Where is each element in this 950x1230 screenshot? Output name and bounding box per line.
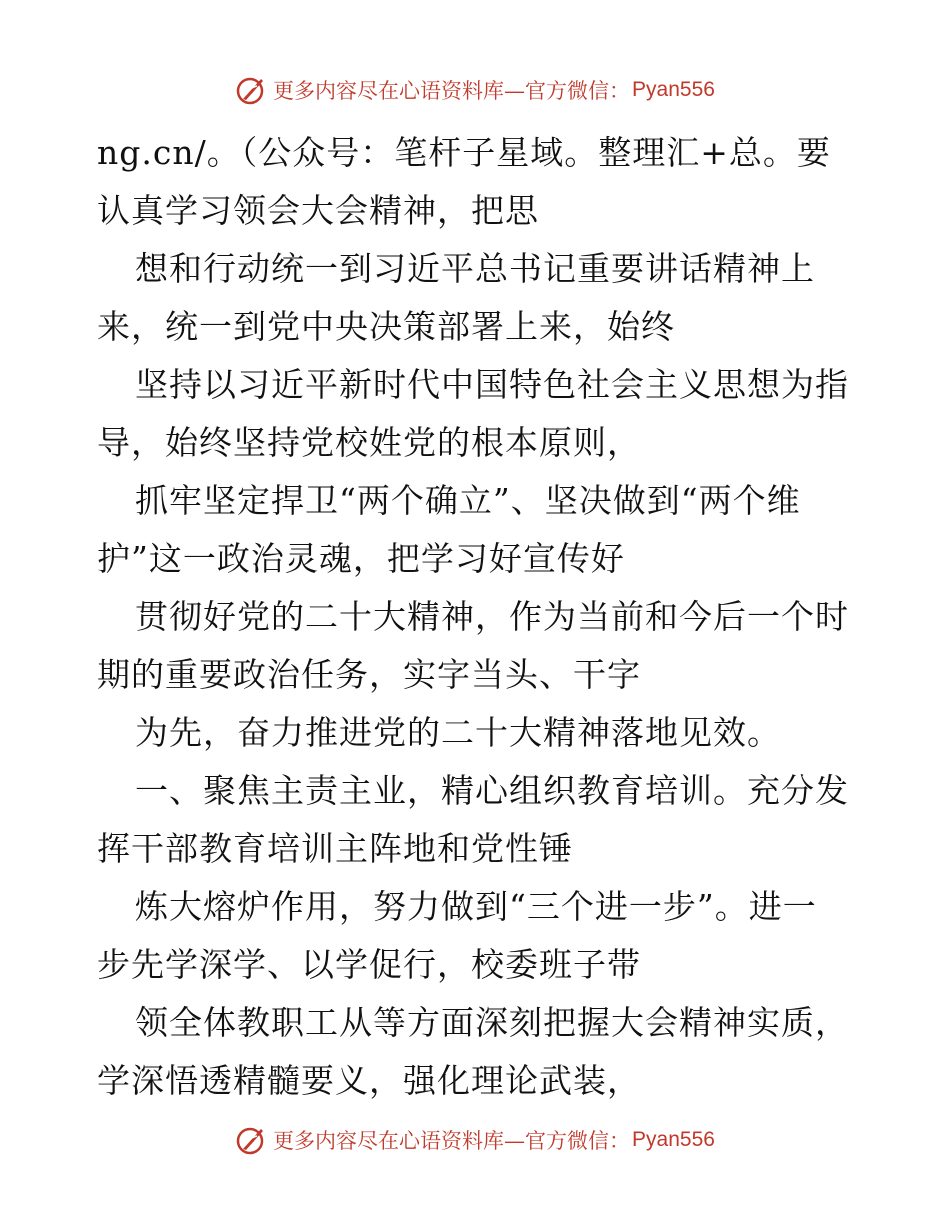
- quill-logo-icon: [235, 74, 267, 106]
- text-line: 一、聚焦主责主业，精心组织教育培训。充分发: [135, 771, 849, 810]
- text-line: 期的重要政治任务，实字当头、干字: [97, 655, 641, 694]
- text-line: 领全体教职工从等方面深刻把握大会精神实质，: [135, 1003, 849, 1042]
- text-line: ng.cn/。（公众号：笔杆子星域。整理汇+总。要: [97, 133, 831, 172]
- text-line: 导，始终坚持党校姓党的根本原则，: [97, 423, 641, 462]
- banner-text: 更多内容尽在心语资料库—官方微信：: [273, 1129, 631, 1153]
- document-body: [97, 124, 857, 1110]
- banner-wechat-id: Pyan556: [632, 1128, 715, 1151]
- text-line: 挥干部教育培训主阵地和党性锤: [97, 829, 573, 868]
- text-line: 贯彻好党的二十大精神，作为当前和今后一个时: [135, 597, 849, 636]
- banner-text: 更多内容尽在心语资料库—官方微信：: [273, 79, 631, 103]
- text-line: 想和行动统一到习近平总书记重要讲话精神上: [135, 249, 815, 288]
- footer-banner: [0, 1120, 950, 1160]
- quill-logo-icon: [235, 1124, 267, 1156]
- text-line: 步先学深学、以学促行，校委班子带: [97, 945, 641, 984]
- text-line: 来，统一到党中央决策部署上来，始终: [97, 307, 675, 346]
- text-line: 抓牢坚定捍卫“两个确立”、坚决做到“两个维: [135, 481, 801, 520]
- banner-wechat-id: Pyan556: [632, 78, 715, 101]
- text-line: 炼大熔炉作用，努力做到“三个进一步”。进一: [135, 887, 817, 926]
- text-line: 护”这一政治灵魂，把学习好宣传好: [97, 539, 625, 578]
- text-line: 认真学习领会大会精神，把思: [97, 191, 539, 230]
- text-line: 坚持以习近平新时代中国特色社会主义思想为指: [135, 365, 849, 404]
- header-banner: [0, 70, 950, 110]
- text-line: 学深悟透精髓要义，强化理论武装，: [97, 1061, 641, 1100]
- text-line: 为先，奋力推进党的二十大精神落地见效。: [135, 713, 781, 752]
